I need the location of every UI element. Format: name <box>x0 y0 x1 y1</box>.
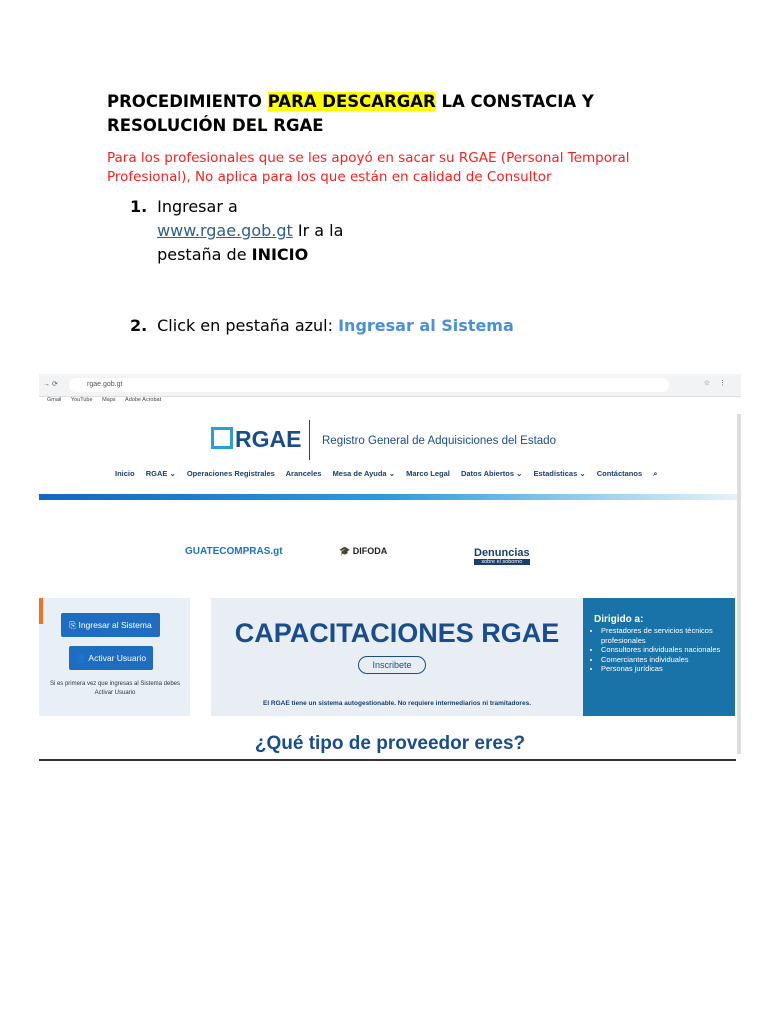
menu-marco-legal: Marco Legal <box>406 469 450 478</box>
step-1-text-b: Ir a la pestaña de <box>157 221 344 264</box>
menu-rgae: RGAE ⌄ <box>145 469 176 478</box>
step-1-text-a: Ingresar a <box>157 197 238 216</box>
menu-contactanos: Contáctanos <box>596 469 643 478</box>
panel-accent <box>39 598 43 624</box>
step-2 <box>130 314 514 338</box>
menu-aranceles: Aranceles <box>285 469 322 478</box>
guatecompras-logo: GUATECOMPRAS.gt <box>185 546 283 557</box>
list-item: • Prestadores de servicios técnicos profesionales <box>601 626 741 645</box>
list-item: • Personas jurídicas <box>601 664 741 674</box>
menu-estadisticas: Estadísticas ⌄ <box>533 469 586 478</box>
browser-icons: ☆⋮ <box>703 380 735 387</box>
banner-title: CAPACITACIONES RGAE <box>234 618 560 648</box>
bookmark-maps: Maps <box>102 397 116 403</box>
bookmarks-bar <box>39 397 741 409</box>
document-title <box>107 90 667 138</box>
menu-datos-abiertos: Datos Abiertos ⌄ <box>460 469 523 478</box>
screenshot-bottom-border <box>39 759 736 761</box>
dirigido-panel <box>583 598 735 716</box>
browser-toolbar <box>39 374 741 397</box>
menu-inicio: Inicio <box>115 469 135 478</box>
dirigido-list <box>589 626 741 674</box>
address-bar <box>69 378 669 392</box>
title-highlight: PARA DESCARGAR <box>267 92 436 111</box>
step-2-number: 2. <box>130 316 148 335</box>
menu-operaciones: Operaciones Registrales <box>186 469 275 478</box>
list-item: • Consultores individuales nacionales <box>601 645 741 655</box>
title-part-2: LA CONSTACIA Y RESOLUCIÓN DEL RGAE <box>107 92 594 135</box>
activar-usuario-button[interactable]: 👤 Activar Usuario <box>69 646 153 670</box>
banner-footer: El RGAE tiene un sistema autogestionable. No requiere intermediarios ni tramitadores. <box>262 700 531 707</box>
step-2-text: Click en pestaña azul: <box>157 316 339 335</box>
provider-question: ¿Qué tipo de proveedor eres? <box>254 733 526 754</box>
search-icon: ⌕ <box>653 469 658 478</box>
bookmark-youtube: YouTube <box>70 397 93 403</box>
site-menu <box>115 469 666 479</box>
training-banner <box>211 598 583 716</box>
address-bar-url: rgae.gob.gt <box>87 381 123 388</box>
login-icon: ⎘ <box>69 620 79 630</box>
ingresar-sistema-button[interactable]: ⎘ Ingresar al Sistema <box>61 613 160 637</box>
step-1-bold: INICIO <box>251 245 309 264</box>
rgae-website-link[interactable]: www.rgae.gob.gt <box>157 221 293 240</box>
step-2-highlight: Ingresar al Sistema <box>338 316 514 335</box>
difoda-logo: 🎓 DIFODA <box>339 546 388 556</box>
menu-mesa-ayuda: Mesa de Ayuda ⌄ <box>332 469 395 478</box>
scope-note: Para los profesionales que se les apoyó en sacar su RGAE (Personal Temporal Profesional), No aplica para los que están en calidad de Consultor <box>107 150 630 185</box>
list-item: • Comerciantes individuales <box>601 655 741 665</box>
scrollbar[interactable] <box>737 414 741 754</box>
user-icon: 👤 <box>75 653 89 663</box>
agency-name: Registro General de Adquisiciones del Estado <box>322 435 556 447</box>
step-1-number: 1. <box>130 197 148 216</box>
denuncias-logo: Denuncias sobre el soborno <box>474 547 530 565</box>
reload-icon: → ⟳ <box>43 381 58 388</box>
bookmark-gmail: Gmail <box>47 397 62 403</box>
inscribete-button[interactable]: Inscribete <box>358 656 426 674</box>
header-stripe <box>39 494 741 500</box>
logo-mark-icon <box>211 427 233 449</box>
rgae-logo: RGAE <box>211 426 301 453</box>
website-screenshot <box>39 374 741 760</box>
dirigido-title: Dirigido a: <box>594 614 644 625</box>
bookmark-acrobat: Adobe Acrobat <box>125 397 162 403</box>
title-part-1: PROCEDIMIENTO <box>107 92 268 111</box>
step-1 <box>130 195 367 267</box>
header-divider <box>309 420 310 460</box>
first-time-hint: Si es primera vez que ingresas al Sistema debes Activar Usuario <box>49 681 181 696</box>
